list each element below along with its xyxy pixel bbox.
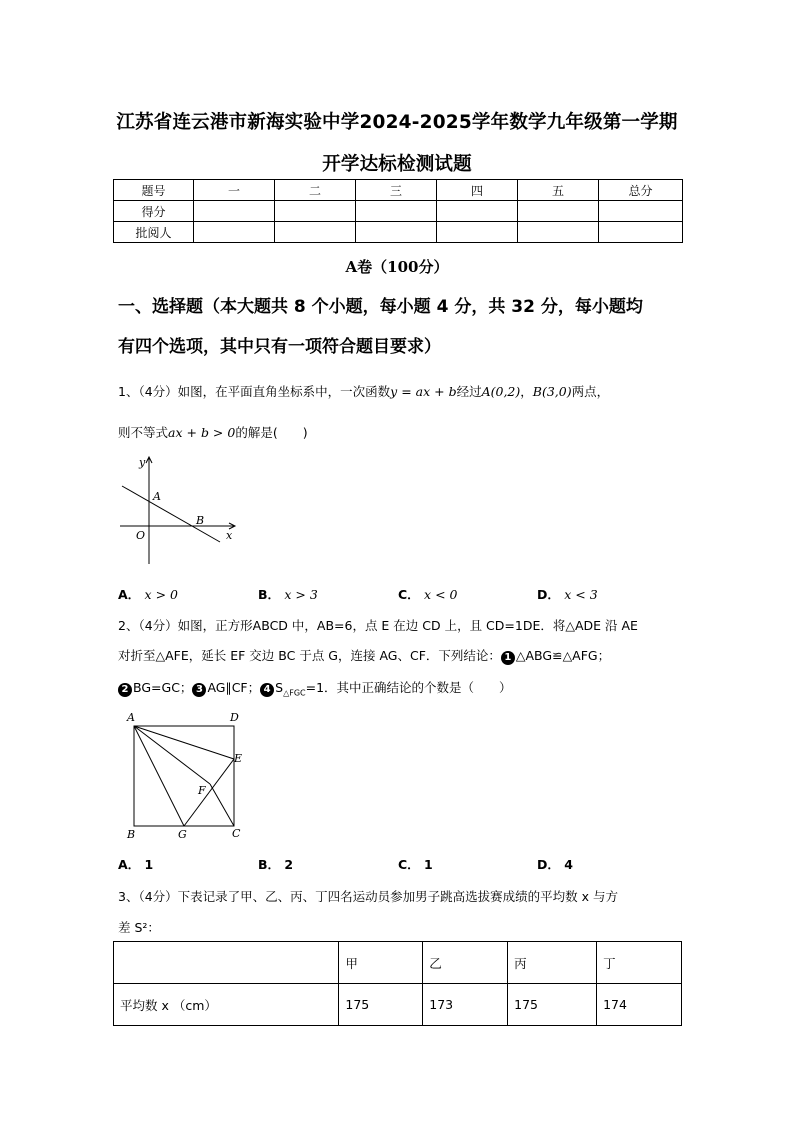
score-row-label: 得分 <box>114 201 194 222</box>
score-cell <box>275 222 356 243</box>
segment-eg <box>184 759 234 826</box>
q1-line2-prefix: 则不等式 <box>118 425 169 440</box>
option-text: 2 <box>284 857 294 872</box>
score-cell <box>194 201 275 222</box>
option-letter: D． <box>537 587 560 602</box>
option-letter: D． <box>537 857 560 872</box>
q1-mid: 经过 <box>456 384 482 399</box>
score-cell <box>518 222 599 243</box>
square-abcd <box>134 726 234 826</box>
q2-conclusion-4-sub: △FGC <box>283 688 306 698</box>
score-cell <box>437 201 518 222</box>
section1-line1: 一、选择题（本大题共 8 个小题，每小题 4 分，共 32 分，每小题均 <box>118 297 643 317</box>
score-cell <box>518 201 599 222</box>
score-table-row <box>114 222 683 243</box>
segment-ag <box>134 726 184 826</box>
vertex-d-label: D <box>230 711 239 724</box>
score-cell <box>275 201 356 222</box>
q3-line2: 差 S²： <box>118 920 160 935</box>
circled-number-2: 2 <box>118 683 132 697</box>
vertex-a-label: A <box>127 711 135 724</box>
q1-sep: ， <box>520 384 533 399</box>
q2-option-b[interactable] <box>258 855 293 873</box>
q2-conclusion-3: AG∥CF； <box>207 680 261 695</box>
option-letter: A． <box>118 857 141 872</box>
q2-option-c[interactable] <box>398 855 433 873</box>
score-header-cell: 二 <box>275 180 356 201</box>
q1-option-b[interactable] <box>258 585 318 603</box>
q3-table-row <box>114 984 682 1026</box>
option-text: 1 <box>144 857 154 872</box>
q1-inequality: ax + b > 0 <box>168 425 236 440</box>
q1-coordinate-figure <box>112 452 242 572</box>
q2-conclusion-4-rest: =1．其中正确结论的个数是（ ） <box>305 680 512 695</box>
score-header-cell: 四 <box>437 180 518 201</box>
vertex-b-label: B <box>127 828 136 841</box>
q3-cell: 173 <box>423 984 508 1026</box>
q1-line2 <box>118 423 308 441</box>
point-g-label: G <box>178 828 187 841</box>
q1-line2-suffix: 的解是( ) <box>235 425 308 440</box>
circled-number-1: 1 <box>501 651 515 665</box>
segment-af <box>134 726 210 784</box>
segment-fc <box>210 784 234 826</box>
q3-header-cell: 丙 <box>508 942 597 984</box>
q1-option-a[interactable] <box>118 585 178 603</box>
q3-cell: 174 <box>597 984 682 1026</box>
option-text: 1 <box>424 857 433 872</box>
q2-line2-text: 对折至△AFE，延长 EF 交边 BC 于点 G，连接 AG、CF．下列结论： <box>118 648 501 663</box>
segment-ae <box>134 726 234 759</box>
score-header-cell: 一 <box>194 180 275 201</box>
score-header-cell: 题号 <box>114 180 194 201</box>
option-text: x > 3 <box>284 587 318 602</box>
q2-option-d[interactable] <box>537 855 573 873</box>
score-table-header-row <box>114 180 683 201</box>
section1-line2: 有四个选项，其中只有一项符合题目要求） <box>118 337 441 357</box>
q1-option-c[interactable] <box>398 585 457 603</box>
option-letter: C． <box>398 587 420 602</box>
q3-header-cell: 甲 <box>339 942 423 984</box>
option-letter: A． <box>118 587 141 602</box>
point-a-label: A <box>153 490 161 503</box>
score-row-label: 批阅人 <box>114 222 194 243</box>
score-header-cell: 三 <box>356 180 437 201</box>
q3-table-header-row <box>114 942 682 984</box>
score-cell <box>599 201 683 222</box>
score-cell <box>599 222 683 243</box>
q1-function: y = ax + b <box>390 384 457 399</box>
q2-line1: 2、（4分）如图，正方形ABCD 中，AB=6，点 E 在边 CD 上，且 CD=1DE．将△ADE 沿 AE <box>118 618 638 633</box>
q1-option-d[interactable] <box>537 585 598 603</box>
score-cell <box>356 201 437 222</box>
q3-data-table <box>113 941 682 1026</box>
q3-header-cell: 乙 <box>423 942 508 984</box>
q2-conclusion-1: △ABG≌△AFG； <box>515 648 611 663</box>
point-b-label: B <box>196 514 205 527</box>
q2-conclusion-2: BG=GC； <box>133 680 193 695</box>
score-table <box>113 179 683 243</box>
option-letter: B． <box>258 587 281 602</box>
vertex-c-label: C <box>232 827 241 840</box>
q2-line2 <box>118 646 610 665</box>
point-e-label: E <box>234 752 243 765</box>
circled-number-3: 3 <box>192 683 206 697</box>
document-title-line2: 开学达标检测试题 <box>322 154 472 175</box>
document-title-line1: 江苏省连云港市新海实验中学2024-2025学年数学九年级第一学期 <box>116 112 678 133</box>
score-cell <box>437 222 518 243</box>
option-letter: B． <box>258 857 281 872</box>
q3-line1: 3、（4分）下表记录了甲、乙、丙、丁四名运动员参加男子跳高选拔赛成绩的平均数 x 与方 <box>118 889 619 904</box>
q3-header-cell <box>114 942 339 984</box>
score-header-cell: 五 <box>518 180 599 201</box>
option-text: x < 3 <box>564 587 598 602</box>
q3-row-label: 平均数 x （cm） <box>114 984 339 1026</box>
origin-label: O <box>136 529 146 542</box>
option-letter: C． <box>398 857 420 872</box>
circled-number-4: 4 <box>260 683 274 697</box>
option-text: 4 <box>564 857 573 872</box>
y-label: y <box>139 456 146 469</box>
score-header-cell: 总分 <box>599 180 683 201</box>
score-cell <box>194 222 275 243</box>
q3-cell: 175 <box>508 984 597 1026</box>
option-text: x < 0 <box>424 587 458 602</box>
q2-conclusion-4-s: S <box>275 680 284 695</box>
q2-option-a[interactable] <box>118 855 153 873</box>
point-f-label: F <box>198 784 206 797</box>
q1-point-a: A(0,2) <box>481 384 521 399</box>
score-table-row <box>114 201 683 222</box>
q3-cell: 175 <box>339 984 423 1026</box>
q1-line1 <box>118 382 609 400</box>
q2-square-figure <box>118 708 258 846</box>
x-label: x <box>226 529 233 542</box>
score-cell <box>356 222 437 243</box>
q1-point-b: B(3,0) <box>532 384 572 399</box>
q3-header-cell: 丁 <box>597 942 682 984</box>
q2-line3 <box>118 678 512 698</box>
option-text: x > 0 <box>144 587 178 602</box>
q1-suffix: 两点， <box>571 384 610 399</box>
q1-prefix: 1、（4分）如图，在平面直角坐标系中，一次函数 <box>118 384 391 399</box>
section-a-heading: A卷（100分） <box>345 258 449 276</box>
